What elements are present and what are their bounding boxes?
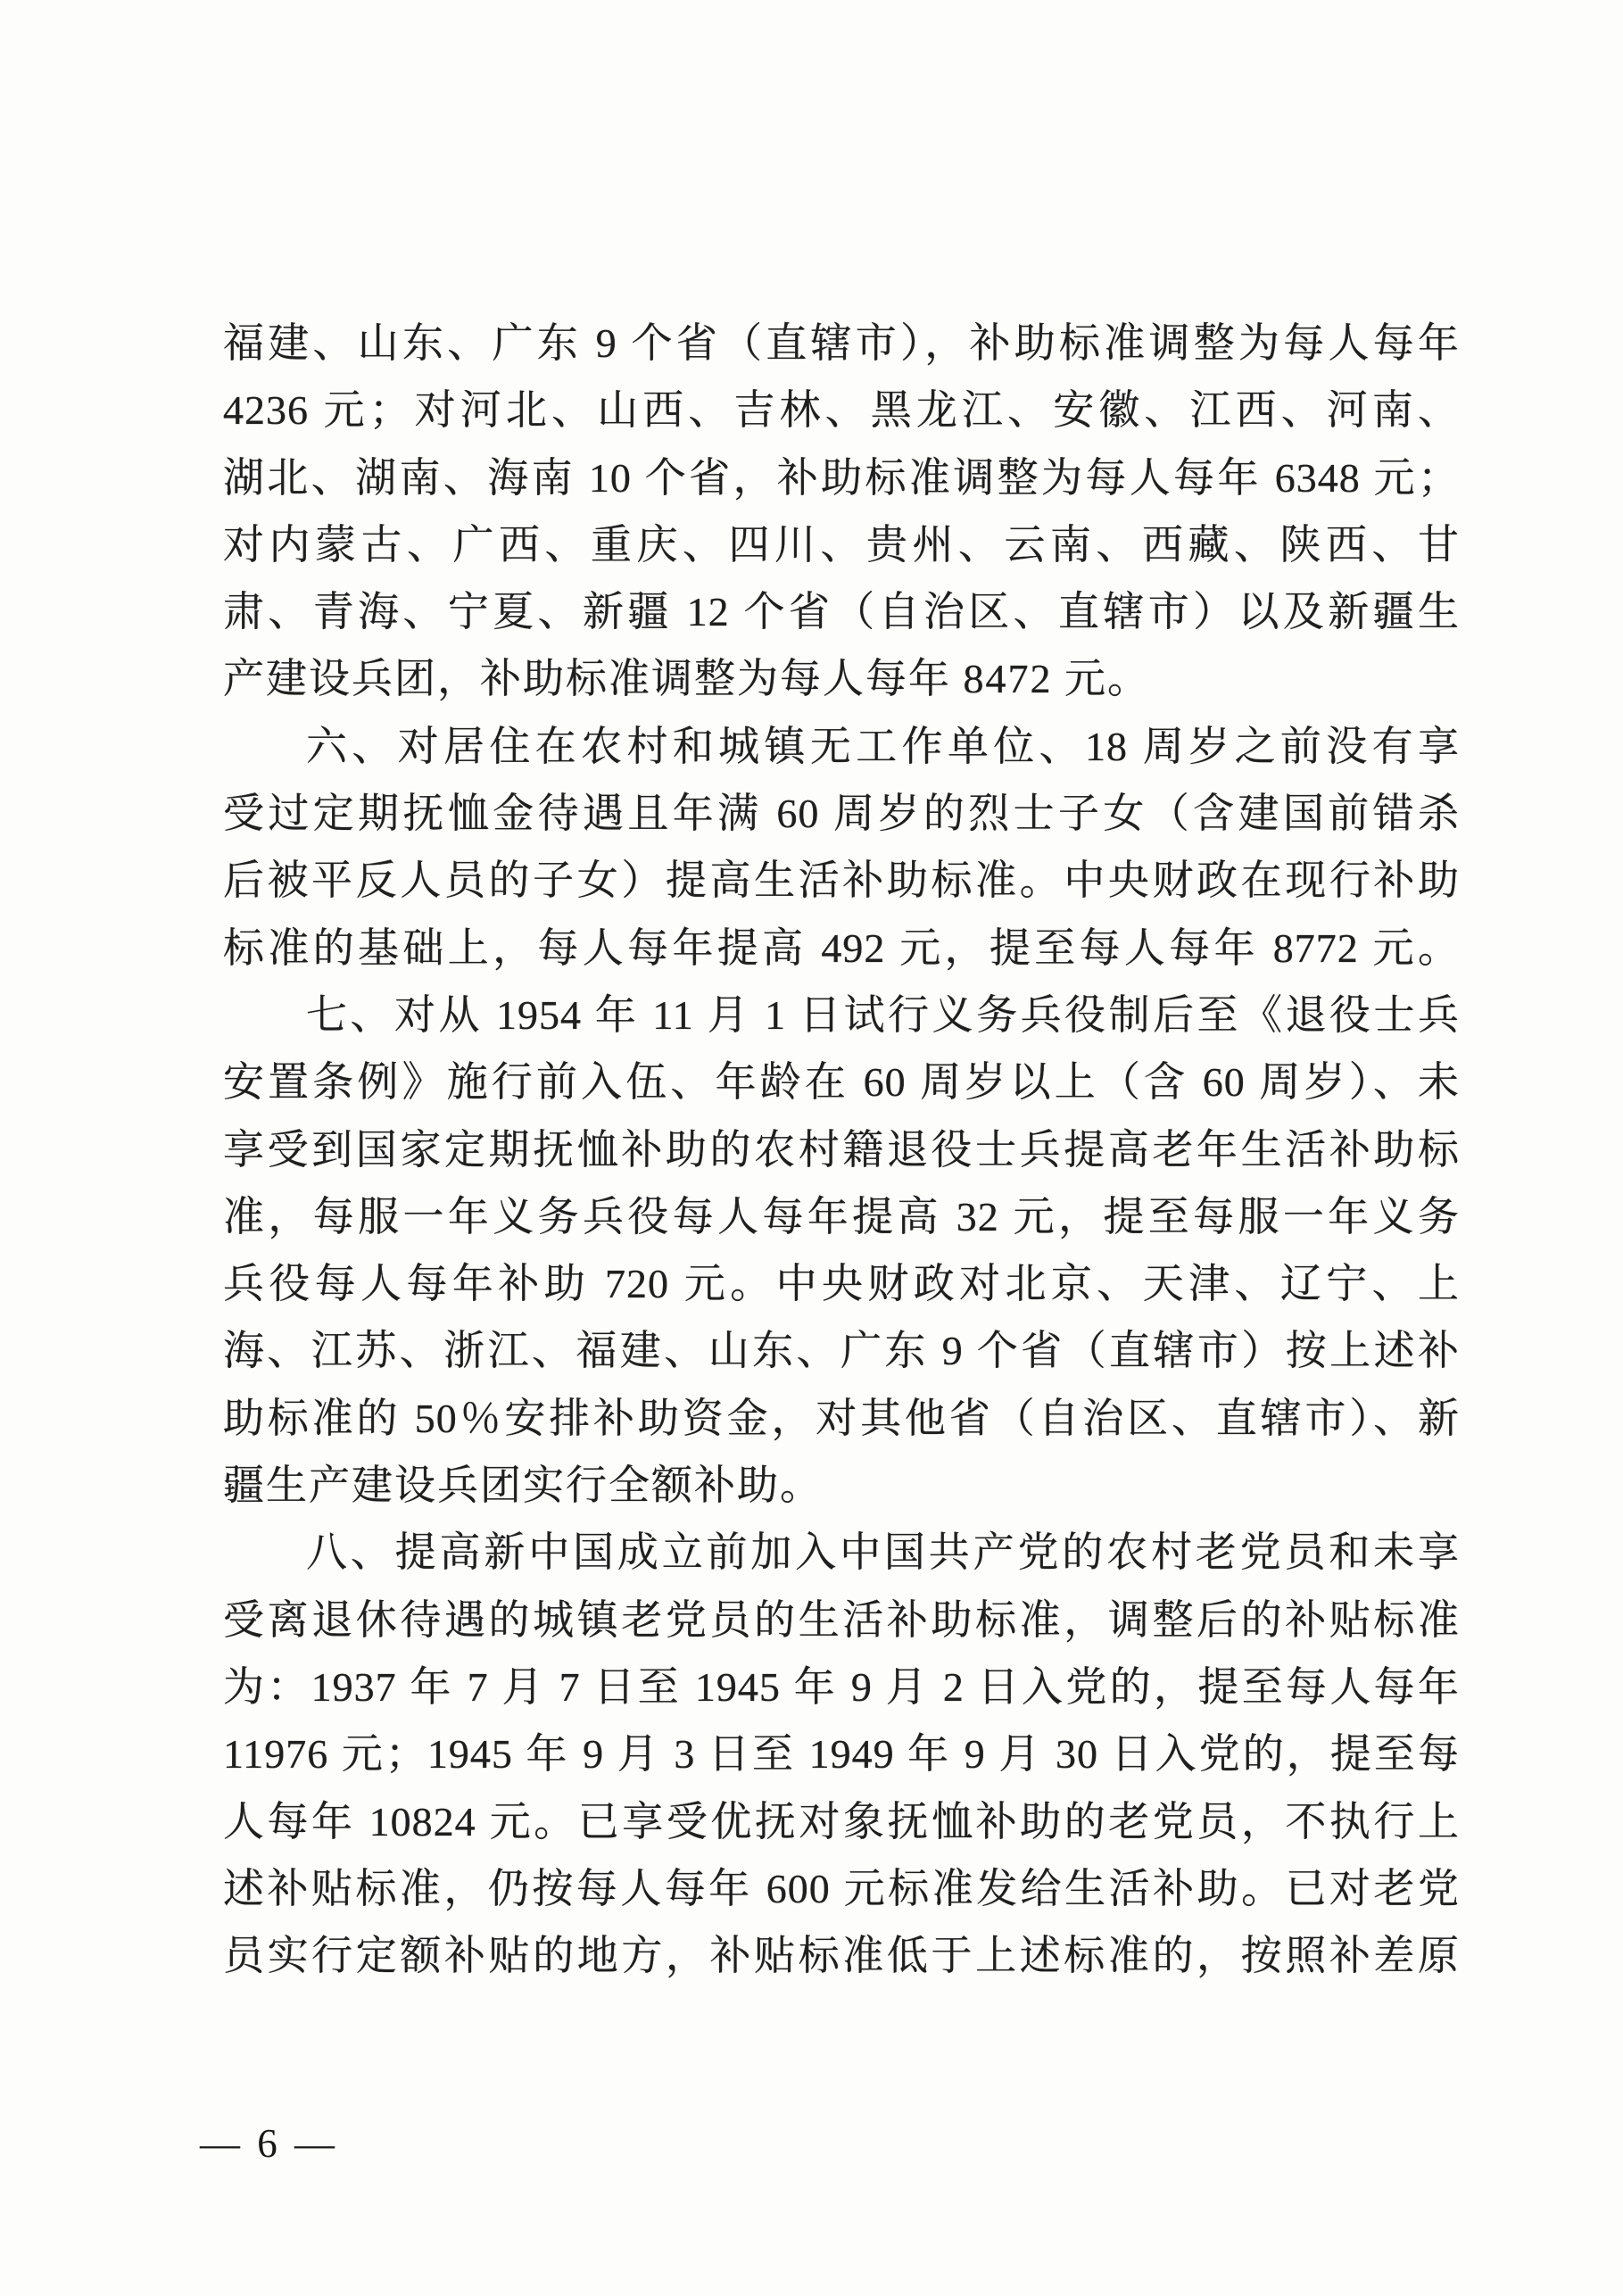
text-line: 11976 元；1945 年 9 月 3 日至 1949 年 9 月 30 日入党的，提至每 — [223, 1731, 1460, 1778]
text-line: 对内蒙古、广西、重庆、四川、贵州、云南、西藏、陕西、甘 — [223, 521, 1460, 568]
page-number: — 6 — — [200, 2121, 338, 2166]
text-line: 肃、青海、宁夏、新疆 12 个省（自治区、直辖市）以及新疆生 — [223, 589, 1460, 635]
text-line: 受离退休待遇的城镇老党员的生活补助标准，调整后的补贴标准 — [223, 1596, 1460, 1643]
text-line-section-8: 八、提高新中国成立前加入中国共产党的农村老党员和未享 — [306, 1529, 1460, 1576]
text-line: 海、江苏、浙江、福建、山东、广东 9 个省（直辖市）按上述补 — [223, 1328, 1460, 1374]
document-body — [223, 310, 1460, 1989]
text-line: 享受到国家定期抚恤补助的农村籍退役士兵提高老年生活补助标 — [223, 1126, 1460, 1173]
text-line: 兵役每人每年补助 720 元。中央财政对北京、天津、辽宁、上 — [223, 1261, 1460, 1307]
text-line: 准，每服一年义务兵役每人每年提高 32 元，提至每服一年义务 — [223, 1193, 1460, 1239]
text-line: 员实行定额补贴的地方，补贴标准低于上述标准的，按照补差原 — [223, 1933, 1460, 1979]
text-line: 助标准的 50％安排补助资金，对其他省（自治区、直辖市）、新 — [223, 1395, 1460, 1441]
text-line: 安置条例》施行前入伍、年龄在 60 周岁以上（含 60 周岁）、未 — [223, 1059, 1460, 1106]
text-line: 述补贴标准，仍按每人每年 600 元标准发给生活补助。已对老党 — [223, 1865, 1460, 1911]
text-line: 人每年 10824 元。已享受优抚对象抚恤补助的老党员，不执行上 — [223, 1798, 1460, 1844]
text-line-section-7: 七、对从 1954 年 11 月 1 日试行义务兵役制后至《退役士兵 — [306, 991, 1460, 1038]
text-line: 后被平反人员的子女）提高生活补助标准。中央财政在现行补助 — [223, 858, 1460, 904]
text-line: 标准的基础上，每人每年提高 492 元，提至每人每年 8772 元。 — [223, 924, 1460, 971]
text-line-section-6: 六、对居住在农村和城镇无工作单位、18 周岁之前没有享 — [306, 723, 1460, 769]
text-line: 疆生产建设兵团实行全额补助。 — [223, 1463, 823, 1509]
text-line: 受过定期抚恤金待遇且年满 60 周岁的烈士子女（含建国前错杀 — [223, 791, 1460, 837]
text-line: 为：1937 年 7 月 7 日至 1945 年 9 月 2 日入党的，提至每人每年 — [223, 1663, 1460, 1710]
text-line: 福建、山东、广东 9 个省（直辖市），补助标准调整为每人每年 — [223, 320, 1460, 366]
text-line: 湖北、湖南、海南 10 个省，补助标准调整为每人每年 6348 元； — [223, 454, 1460, 501]
text-line: 4236 元；对河北、山西、吉林、黑龙江、安徽、江西、河南、 — [223, 387, 1460, 434]
text-line: 产建设兵团，补助标准调整为每人每年 8472 元。 — [223, 656, 1150, 702]
